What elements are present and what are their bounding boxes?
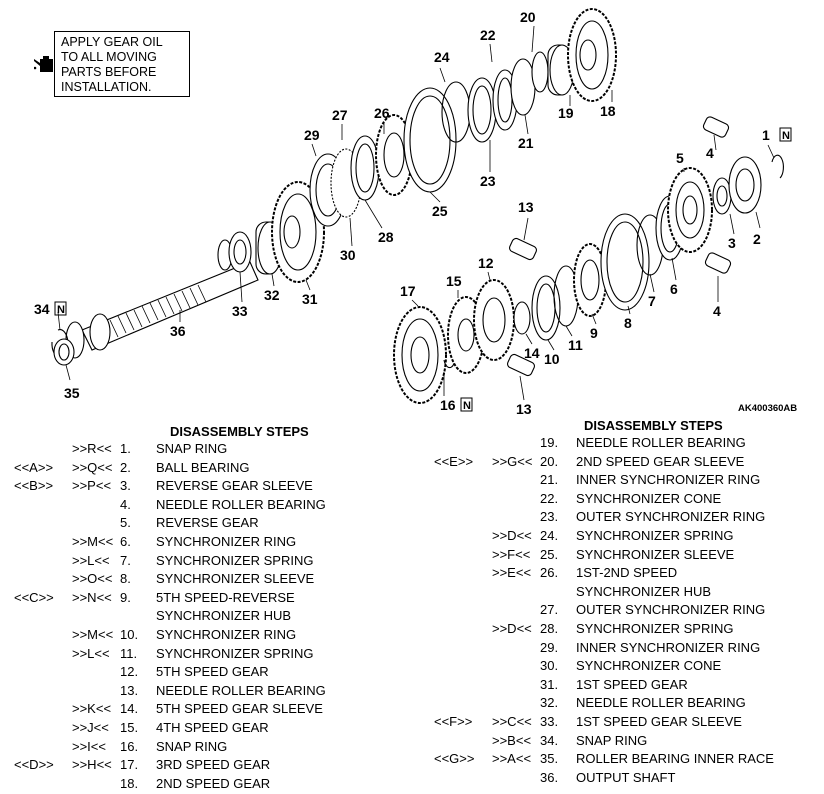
callout-3: 3 [728,235,736,251]
svg-text:16: 16 [440,397,456,413]
step-row [434,640,824,657]
step-number: 19. [540,435,559,450]
step-row [434,435,824,452]
removal-ref: >>N<< [72,589,112,605]
callout-32: 32 [264,287,280,303]
left-steps-title: DISASSEMBLY STEPS [170,424,309,439]
removal-ref: >>C<< [492,714,532,729]
callout-6: 6 [670,281,678,297]
step-row [14,460,414,477]
step-name: SYNCHRONIZER SLEEVE [576,546,735,562]
callout-4a: 4 [706,145,714,161]
race-35 [54,339,74,365]
step-row [14,441,414,458]
step-number: 11. [120,645,138,661]
callout-30: 30 [340,247,356,263]
install-ref: <<B>> [14,478,54,494]
step-row [14,553,414,570]
oil-can-icon [34,54,56,74]
step-number: 29. [540,639,559,655]
step-number: 31. [540,676,559,692]
figure-code: AK400360AB [738,403,798,414]
step-number: 1. [120,441,131,456]
ball-bearing-2 [729,157,761,213]
install-ref: <<G>> [434,751,475,767]
step-number: 18. [120,775,139,791]
bearing-4-upper [702,116,730,139]
callout-25: 25 [432,203,448,219]
removal-ref: >>G<< [492,453,533,469]
removal-ref: >>P<< [72,478,112,494]
step-row [434,584,824,601]
sleeve-25 [404,88,456,192]
removal-ref: >>R<< [72,441,112,456]
step-number: 12. [120,664,139,680]
step-name: INNER SYNCHRONIZER RING [576,639,761,655]
step-number: 33. [540,714,559,729]
step-name: 3RD SPEED GEAR [156,757,271,773]
step-row [434,472,824,489]
step-row [14,664,414,681]
step-row [14,776,414,793]
synchro-rings-21-23 [468,59,535,142]
gear-5 [668,168,712,252]
removal-ref: >>H<< [72,757,112,773]
step-name: SYNCHRONIZER RING [156,534,297,549]
step-row [14,478,414,495]
step-name: 2ND SPEED GEAR [156,775,271,791]
gear-17 [394,307,446,403]
svg-text:N: N [57,304,65,316]
svg-text:N: N [782,130,790,142]
step-number: 5. [120,515,131,531]
step-name: SYNCHRONIZER SPRING [156,645,314,661]
step-row [14,534,414,551]
removal-ref: >>O<< [72,571,113,587]
step-name: 5TH SPEED GEAR SLEEVE [156,701,323,717]
step-number: 27. [540,602,559,618]
callout-31: 31 [302,291,318,307]
callout-4b: 4 [713,303,721,319]
step-name: 1ST-2ND SPEED [576,565,678,581]
callout-1-new-mark [780,128,791,142]
removal-ref: >>D<< [492,621,532,636]
step-number: 23. [540,509,559,525]
callout-26: 26 [374,105,390,121]
gear-sleeve-33 [229,232,251,272]
step-number: 8. [120,571,131,587]
install-ref: <<A>> [14,459,54,475]
step-number: 14. [120,701,139,717]
step-name: SYNCHRONIZER HUB [156,608,292,624]
step-number: 32. [540,695,559,711]
callout-12: 12 [478,255,494,271]
sleeve-14 [514,302,530,334]
note-line: INSTALLATION. [61,80,152,94]
step-number: 6. [120,534,131,549]
note-line: TO ALL MOVING [61,50,157,64]
gear-12 [474,280,514,360]
step-number: 35. [540,751,559,767]
callout-20: 20 [520,9,536,25]
step-name: ROLLER BEARING INNER RACE [576,751,774,767]
step-row [14,720,414,737]
step-row [434,677,824,694]
callout-23: 23 [480,173,496,189]
step-row [434,565,824,582]
callout-13a: 13 [518,199,534,215]
bearing-4-lower [704,252,732,275]
removal-ref: >>Q<< [72,459,113,475]
step-row [14,646,414,663]
removal-ref: >>B<< [492,732,532,748]
step-name: SYNCHRONIZER SPRING [576,621,734,636]
step-number: 13. [120,682,139,698]
step-name: REVERSE GEAR [156,515,259,531]
step-name: 2ND SPEED GEAR SLEEVE [576,453,745,469]
step-number: 30. [540,658,559,674]
callout-27: 27 [332,107,348,123]
callout-10: 10 [544,351,560,367]
step-name: BALL BEARING [156,459,250,475]
step-name: 5TH SPEED GEAR [156,664,269,680]
step-name: 5TH SPEED-REVERSE [156,589,295,605]
step-row [434,454,824,471]
step-row [14,683,414,700]
step-name: SNAP RING [156,441,228,456]
callout-8: 8 [624,315,632,331]
callout-9: 9 [590,325,598,341]
step-number: 9. [120,589,131,605]
removal-ref: >>F<< [492,546,531,562]
step-name: SNAP RING [156,738,228,754]
step-name: NEEDLE ROLLER BEARING [576,695,746,711]
step-name: SNAP RING [576,732,648,748]
callout-34 [34,301,66,317]
step-name: OUTER SYNCHRONIZER RING [576,602,766,618]
step-row [434,733,824,750]
step-row [14,497,414,514]
step-number: 26. [540,565,559,581]
callout-1: 1 [762,127,770,143]
callout-18: 18 [600,103,616,119]
callout-15: 15 [446,273,462,289]
removal-ref: >>J<< [72,720,109,735]
step-name: SYNCHRONIZER RING [156,627,297,642]
step-row [14,608,414,625]
step-name: 1ST SPEED GEAR SLEEVE [576,714,742,729]
step-name: SYNCHRONIZER SLEEVE [156,571,315,587]
step-number: 10. [120,627,139,642]
callout-13b: 13 [516,401,532,417]
step-name: 1ST SPEED GEAR [576,676,688,692]
step-name: OUTER SYNCHRONIZER RING [576,509,766,525]
step-row [14,739,414,756]
install-ref: <<E>> [434,453,474,469]
step-name: SYNCHRONIZER SPRING [156,552,314,568]
rings-10-11 [532,266,578,340]
step-number: 3. [120,478,131,494]
step-row [14,515,414,532]
step-number: 17. [120,757,139,773]
callout-5: 5 [676,150,684,166]
svg-text:N: N [463,400,471,412]
step-number: 22. [540,490,559,506]
callout-35: 35 [64,385,80,401]
callout-11: 11 [568,337,583,353]
removal-ref: >>M<< [72,534,114,549]
step-name: OUTPUT SHAFT [576,769,676,785]
step-name: SYNCHRONIZER SPRING [576,528,734,543]
sleeve-8 [601,214,649,310]
step-name: NEEDLE ROLLER BEARING [156,682,326,698]
install-ref: <<C>> [14,589,54,605]
step-row [434,714,824,731]
step-name: REVERSE GEAR SLEEVE [156,478,313,494]
step-number: 4. [120,496,131,512]
step-number: 21. [540,472,559,488]
step-number: 24. [540,528,559,543]
step-row [14,571,414,588]
install-ref: <<D>> [14,757,54,773]
callout-28: 28 [378,229,394,245]
callout-33: 33 [232,303,248,319]
callout-29: 29 [304,127,320,143]
step-row [434,491,824,508]
step-row [434,621,824,638]
step-name: NEEDLE ROLLER BEARING [156,496,326,512]
removal-ref: >>L<< [72,552,110,568]
step-number: 28. [540,621,559,636]
removal-ref: >>K<< [72,701,112,717]
right-steps-title: DISASSEMBLY STEPS [584,418,723,433]
callout-36: 36 [170,323,186,339]
callout-19: 19 [558,105,574,121]
step-number: 7. [120,552,131,568]
step-number: 16. [120,738,139,754]
callout-2: 2 [753,231,761,247]
synchro-group-27-30 [310,136,379,226]
removal-ref: >>D<< [492,528,532,543]
step-row [434,509,824,526]
step-row [434,547,824,564]
step-number: 15. [120,720,139,735]
step-name: 4TH SPEED GEAR [156,720,269,735]
step-name: SYNCHRONIZER HUB [576,583,712,599]
callout-17: 17 [400,283,416,299]
gear-18 [568,9,616,101]
callout-16 [440,397,472,413]
note-line: PARTS BEFORE [61,65,157,79]
step-name: INNER SYNCHRONIZER RING [576,472,761,488]
step-row [14,627,414,644]
callout-21: 21 [518,135,534,151]
step-row [434,528,824,545]
note-line: APPLY GEAR OIL [61,35,163,49]
step-number: 34. [540,732,559,748]
step-name: SYNCHRONIZER CONE [576,490,722,506]
callout-24: 24 [434,49,450,65]
removal-ref: >>A<< [492,751,532,767]
step-name: NEEDLE ROLLER BEARING [576,435,746,450]
step-number: 36. [540,769,559,785]
bearing-13-upper [508,237,537,261]
step-row [14,757,414,774]
step-row [434,770,824,787]
sleeve-3 [713,178,731,214]
step-row [434,602,824,619]
step-row [434,695,824,712]
callout-14: 14 [524,345,540,361]
removal-ref: >>M<< [72,627,114,642]
svg-text:34: 34 [34,301,50,317]
callout-7: 7 [648,293,656,309]
callout-22: 22 [480,27,496,43]
install-ref: <<F>> [434,714,473,729]
removal-ref: >>I<< [72,738,106,754]
gear-oil-note [54,31,190,97]
step-number: 25. [540,546,559,562]
removal-ref: >>L<< [72,645,110,661]
step-row [14,590,414,607]
step-name: SYNCHRONIZER CONE [576,658,722,674]
step-number: 20. [540,453,559,469]
step-number: 2. [120,459,131,475]
step-row [14,701,414,718]
step-row [434,658,824,675]
snap-ring-1 [772,155,783,178]
removal-ref: >>E<< [492,565,532,581]
step-row [434,751,824,768]
